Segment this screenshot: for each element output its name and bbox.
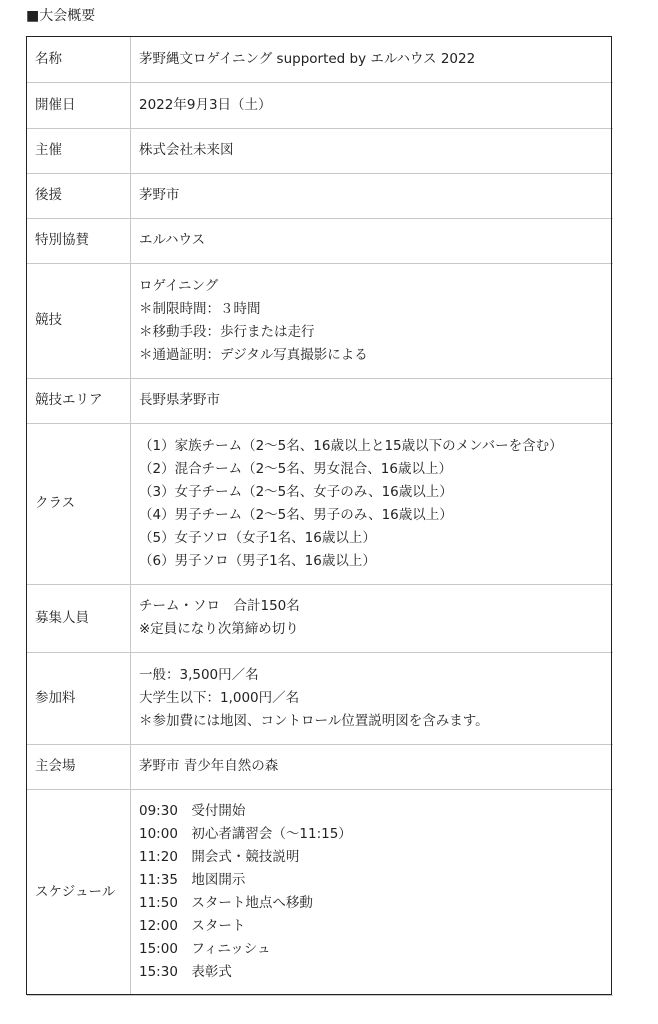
value-line: ※定員になり次第締め切り bbox=[139, 621, 299, 637]
row-label: 開催日 bbox=[27, 82, 131, 128]
value-line: 2022年9月3日（土） bbox=[139, 96, 272, 113]
value-line: 10:00 初心者講習会（〜11:15） bbox=[139, 826, 352, 842]
value-line: （6）男子ソロ（男子1名、16歳以上） bbox=[139, 552, 376, 569]
row-value bbox=[131, 652, 614, 744]
row-value bbox=[131, 218, 614, 263]
row-label: 主会場 bbox=[27, 744, 131, 789]
value-line: 大学生以下：1,000円／名 bbox=[139, 689, 300, 706]
table-row bbox=[27, 263, 613, 378]
table-row bbox=[27, 173, 613, 218]
value-line: 15:00 フィニッシュ bbox=[139, 941, 271, 957]
table-row bbox=[27, 744, 613, 789]
row-label: 特別協賛 bbox=[27, 218, 131, 263]
value-line: ＊制限時間：３時間 bbox=[139, 300, 261, 317]
row-value bbox=[131, 789, 614, 995]
row-value bbox=[131, 37, 614, 82]
table-row bbox=[27, 789, 613, 995]
table-row bbox=[27, 37, 613, 82]
table-row bbox=[27, 378, 613, 423]
table-row bbox=[27, 128, 613, 173]
table-row bbox=[27, 584, 613, 652]
row-label: 後援 bbox=[27, 173, 131, 218]
value-line: ＊移動手段：歩行または走行 bbox=[139, 323, 315, 340]
value-line: 11:20 開会式・競技説明 bbox=[139, 849, 300, 865]
value-line: 長野県茅野市 bbox=[139, 392, 220, 408]
value-line: （2）混合チーム（2〜5名、男女混合、16歳以上） bbox=[139, 460, 452, 477]
value-line: エルハウス bbox=[139, 232, 206, 248]
row-value bbox=[131, 423, 614, 584]
section-title: ■大会概要 bbox=[26, 8, 96, 24]
value-line: （4）男子チーム（2〜5名、男子のみ、16歳以上） bbox=[139, 506, 453, 523]
row-label: 競技エリア bbox=[27, 378, 131, 423]
row-value bbox=[131, 128, 614, 173]
value-line: 茅野市 青少年自然の森 bbox=[139, 758, 279, 774]
table-row bbox=[27, 82, 613, 128]
value-line: ＊参加費には地図、コントロール位置説明図を含みます。 bbox=[139, 712, 489, 729]
value-line: （5）女子ソロ（女子1名、16歳以上） bbox=[139, 529, 376, 546]
table-row bbox=[27, 218, 613, 263]
value-line: （1）家族チーム（2〜5名、16歳以上と15歳以下のメンバーを含む） bbox=[139, 437, 563, 454]
row-value bbox=[131, 263, 614, 378]
value-line: 一般：3,500円／名 bbox=[139, 666, 259, 683]
value-line: 11:35 地図開示 bbox=[139, 872, 246, 888]
overview-table bbox=[27, 37, 613, 996]
row-label: 参加料 bbox=[27, 652, 131, 744]
value-line: ＊通過証明：デジタル写真撮影による bbox=[139, 346, 368, 363]
row-label: 主催 bbox=[27, 128, 131, 173]
table-row bbox=[27, 423, 613, 584]
value-line: 15:30 表彰式 bbox=[139, 964, 232, 980]
value-line: 12:00 スタート bbox=[139, 918, 246, 934]
value-line: 茅野縄文ロゲイニング supported by エルハウス 2022 bbox=[139, 50, 476, 67]
value-line: 株式会社未来図 bbox=[139, 142, 234, 158]
value-line: ロゲイニング bbox=[139, 277, 219, 294]
table-row bbox=[27, 652, 613, 744]
value-line: 09:30 受付開始 bbox=[139, 803, 246, 819]
row-label: スケジュール bbox=[27, 789, 131, 995]
row-value bbox=[131, 82, 614, 128]
row-value bbox=[131, 584, 614, 652]
row-label: 募集人員 bbox=[27, 584, 131, 652]
row-label: クラス bbox=[27, 423, 131, 584]
row-value bbox=[131, 378, 614, 423]
value-line: チーム・ソロ 合計150名 bbox=[139, 598, 300, 614]
value-line: 茅野市 bbox=[139, 187, 180, 203]
row-label: 名称 bbox=[27, 37, 131, 82]
row-value bbox=[131, 173, 614, 218]
row-label: 競技 bbox=[27, 263, 131, 378]
row-value bbox=[131, 744, 614, 789]
value-line: （3）女子チーム（2〜5名、女子のみ、16歳以上） bbox=[139, 483, 453, 500]
value-line: 11:50 スタート地点へ移動 bbox=[139, 895, 313, 911]
